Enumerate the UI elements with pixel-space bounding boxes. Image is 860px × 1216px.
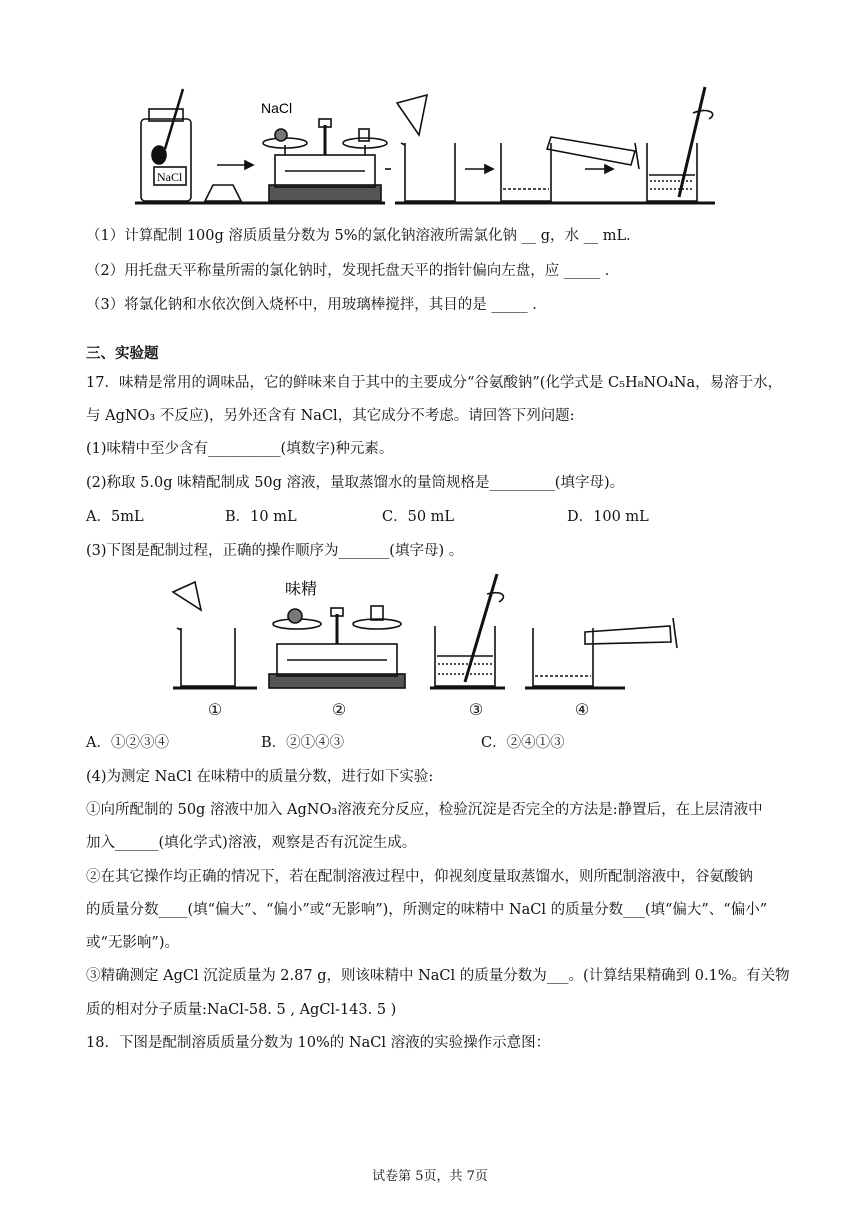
q17-part2: (2)称取 5.0g 味精配制成 50g 溶液，量取蒸馏水的量筒规格是_________(填字母)。: [86, 475, 625, 491]
q17-part3: (3)下图是配制过程，正确的操作顺序为_______(填字母) 。: [86, 543, 464, 559]
q17-p2-option-d: D．100 mL: [567, 509, 649, 525]
fig-label-weijing: 味精: [285, 579, 318, 598]
fig-caption-1: ①: [207, 700, 223, 719]
section-heading: 三、实验题: [86, 345, 159, 362]
fig-caption-4: ④: [574, 700, 590, 719]
fig-label-nacl: NaCl: [261, 100, 293, 116]
q17-p2-option-b: B．10 mL: [225, 509, 297, 525]
q16-part1: （1）计算配制 100g 溶质质量分数为 5%的氯化钠溶液所需氯化钠 __ g，水 __ mL．: [86, 228, 641, 244]
q17-p2-option-c: C．50 mL: [382, 509, 455, 525]
q17-p4-2-line1: ②在其它操作均正确的情况下，若在配制溶液过程中，仰视刻度量取蒸馏水，则所配制溶液中，谷氨酸钠: [86, 869, 753, 885]
q17-part1: (1)味精中至少含有__________(填数字)种元素。: [86, 441, 394, 457]
q18-intro: 18．下图是配制溶质质量分数为 10%的 NaCl 溶液的实验操作示意图：: [86, 1035, 551, 1051]
q17-intro-line1: 17．味精是常用的调味品，它的鲜味来自于其中的主要成分“谷氨酸钠”(化学式是 C₅H₈NO₄Na，易溶于水，: [86, 375, 783, 391]
fig-caption-2: ②: [331, 700, 347, 719]
q17-p4-1-line1: ①向所配制的 50g 溶液中加入 AgNO₃溶液充分反应，检验沉淀是否完全的方法是:静置后，在上层清液中: [86, 802, 763, 818]
q17-p4-3-line1: ③精确测定 AgCl 沉淀质量为 2.87 g，则该味精中 NaCl 的质量分数为___。(计算结果精确到 0.1%。有关物: [86, 968, 790, 984]
q17-p3-option-a: A．①②③④: [86, 735, 169, 751]
q17-part4: (4)为测定 NaCl 在味精中的质量分数，进行如下实验:: [86, 769, 434, 785]
fig-caption-3: ③: [468, 700, 484, 719]
q17-p3-option-c: C．②④①③: [481, 735, 565, 751]
q16-part3: （3）将氯化钠和水依次倒入烧杯中，用玻璃棒搅拌，其目的是 _____ ．: [86, 297, 547, 313]
q17-p4-2-line2: 的质量分数____(填“偏大”、“偏小”或“无影响”)，所测定的味精中 NaCl 的质量分数___(填“偏大”、“偏小”: [86, 902, 768, 918]
q17-intro-line2: 与 AgNO₃ 不反应)，另外还含有 NaCl，其它成分不考虑。请回答下列问题:: [86, 408, 575, 424]
page-footer: 试卷第 5页，共 7页: [372, 1169, 488, 1184]
q17-p4-2-line3: 或“无影响”)。: [86, 935, 179, 951]
q17-p3-option-b: B．②①④③: [261, 735, 345, 751]
q17-p2-option-a: A．5mL: [86, 509, 144, 525]
top-experiment-figure: [135, 85, 725, 213]
q16-part2: （2）用托盘天平称量所需的氯化钠时，发现托盘天平的指针偏向左盘，应 _____ ．: [86, 263, 620, 279]
q17-p4-1-line2: 加入______(填化学式)溶液，观察是否有沉淀生成。: [86, 835, 417, 851]
jar-label: NaCl: [157, 170, 183, 184]
q17-p4-3-line2: 质的相对分子质量:NaCl-58. 5 , AgCl-143. 5 ): [86, 1002, 397, 1018]
q17-process-figure: [165, 570, 685, 695]
